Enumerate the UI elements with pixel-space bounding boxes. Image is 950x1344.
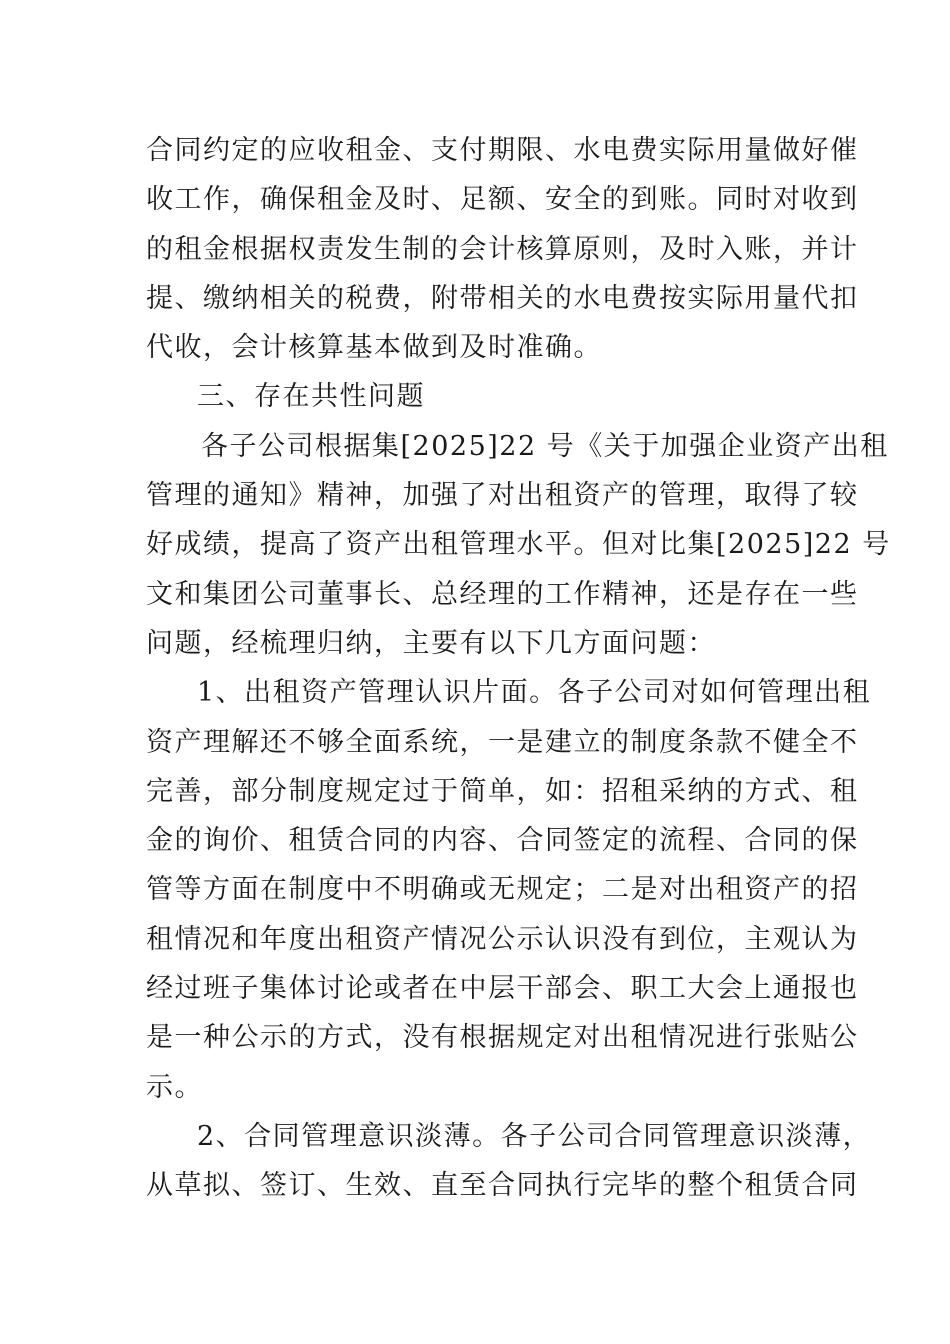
text-line: 租情况和年度出租资产情况公示认识没有到位，主观认为 [146, 923, 859, 955]
text-line: 完善，部分制度规定过于简单，如：招租采纳的方式、租 [146, 775, 859, 807]
text-line: 收工作，确保租金及时、足额、安全的到账。同时对收到 [146, 184, 859, 216]
text-line: 从草拟、签订、生效、直至合同执行完毕的整个租赁合同 [146, 1170, 859, 1202]
text-line: 代收，会计核算基本做到及时准确。 [146, 332, 602, 364]
text-line: 资产理解还不够全面系统，一是建立的制度条款不健全不 [146, 726, 859, 758]
document-body [146, 126, 891, 1211]
text-line: 是一种公示的方式，没有根据规定对出租情况进行张贴公 [146, 1022, 859, 1054]
text-line: 问题，经梳理归纳，主要有以下几方面问题： [146, 627, 716, 659]
text-line: 文和集团公司董事长、总经理的工作精神，还是存在一些 [146, 578, 859, 610]
text-line: 提、缴纳相关的税费，附带相关的水电费按实际用量代扣 [146, 282, 859, 314]
text-line: 示。 [146, 1071, 203, 1103]
text-line: 管等方面在制度中不明确或无规定；二是对出租资产的招 [146, 874, 859, 906]
text-line: 的租金根据权责发生制的会计核算原则，及时入账，并计 [146, 233, 859, 265]
text-line: 管理的通知》精神，加强了对出租资产的管理，取得了较 [146, 480, 859, 512]
text-line: 各子公司根据集[2025]22 号《关于加强企业资产出租 [201, 430, 889, 462]
text-line: 经过班子集体讨论或者在中层干部会、职工大会上通报也 [146, 973, 859, 1005]
section-heading: 三、存在共性问题 [197, 381, 425, 413]
numbered-item-heading: 1、出租资产管理认识片面。各子公司对如何管理出租 [197, 677, 872, 709]
text-line: 好成绩，提高了资产出租管理水平。但对比集[2025]22 号 [146, 529, 891, 561]
text-line: 金的询价、租赁合同的内容、合同签定的流程、合同的保 [146, 825, 859, 857]
text-line: 合同约定的应收租金、支付期限、水电费实际用量做好催 [146, 135, 859, 166]
numbered-item-heading: 2、合同管理意识淡薄。各子公司合同管理意识淡薄， [197, 1120, 872, 1152]
